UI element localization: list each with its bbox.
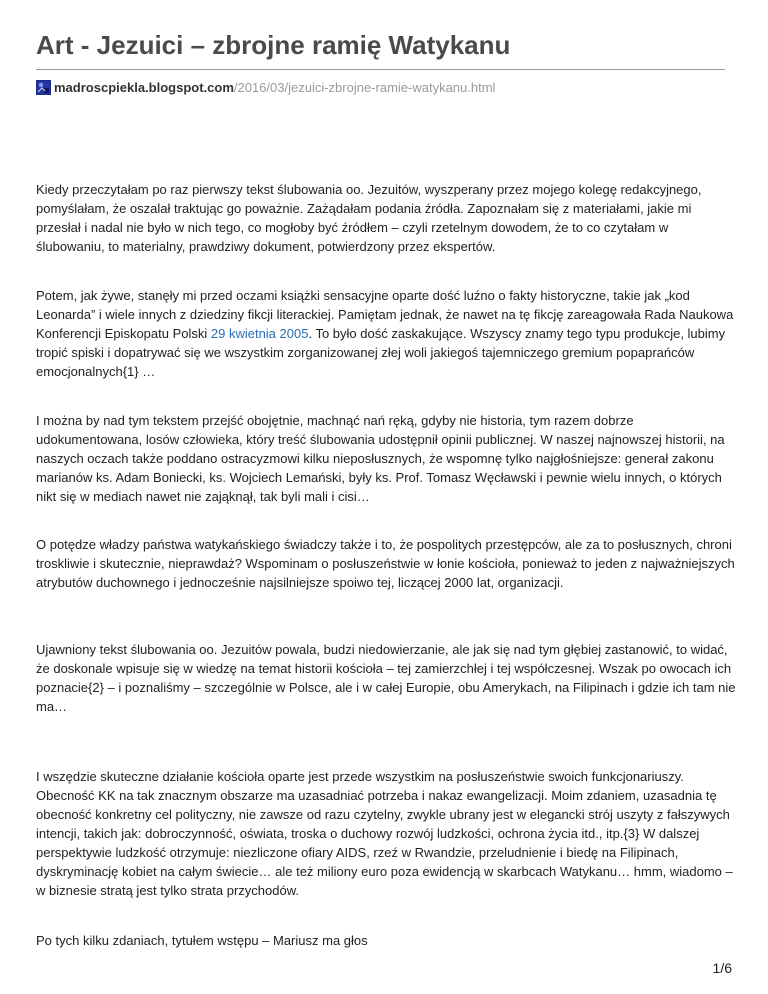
paragraph-3: I można by nad tym tekstem przejść obojętnie, machnąć nań ręką, gdyby nie historia, tym razem dobrze udokumentowana, losów człowieka, który treść ślubowania udostępnił opinii publicznej. W naszej najnowszej historii, na naszych oczach także poddano ostracyzmowi kilku nieposłusznych, że wspomnę tylko najgłośniejsze: generał zakonu marianów ks. Adam Boniecki, ks. Wojciech Lemański, były ks. Prof. Tomasz Węcławski i pewnie wielu innych, o których nikt się w mediach nawet nie zająknął, tak byli mali i cisi… xyxy=(36,413,725,504)
paragraph-5: Ujawniony tekst ślubowania oo. Jezuitów powala, budzi niedowierzanie, ale jak się nad tym głębiej zastanowić, to widać, że doskonale wpisuje się w wiedzę na temat historii kościoła – tej zamierzchłej i tej współczesnej. Wszak po owocach ich poznacie{2} – i poznaliśmy – szczególnie w Polsce, ale i w całej Europie, obu Amerykach, na Filipinach i gdzie ich tam nie ma… xyxy=(36,642,736,714)
paragraph-1: Kiedy przeczytałam po raz pierwszy tekst ślubowania oo. Jezuitów, wyszperany przez mojego kolegę redakcyjnego, pomyślałam, że oszalał traktując go poważnie. Zażądałam podania źródła. Zapoznałam się z materiałami, jakie mi przesłał i nadal nie było w nich tego, co mogłoby być źródłem – czyli rzetelnym dowodem, że to co czytałam w ślubowaniu, to materialny, prawdziwy dokument, potwierdzony przez ekspertów. xyxy=(36,182,702,254)
date-link[interactable]: 29 kwietnia 2005 xyxy=(210,326,309,341)
source-path: /2016/03/jezuici-zbrojne-ramie-watykanu.html xyxy=(233,79,496,95)
source-domain-link[interactable]: madroscpiekla.blogspot.com xyxy=(54,79,234,95)
blog-favicon-icon xyxy=(36,80,51,95)
paragraph-6: I wszędzie skuteczne działanie kościoła oparte jest przede wszystkim na posłuszeństwie swoich funkcjonariuszy. Obecność KK na tak znacznym obszarze ma uzasadniać potrzeba i nakaz ewangelizacji. Moim zdaniem, uzasadnia tę obecność konkretny cel polityczny, nie zawsze od razu czytelny, zwykle ubrany jest w elegancki strój uszyty z fałszywych intencji, takich jak: dobroczynność, oświata, troska o duchowy rozwój ludzkości, ochrona życia itd., itp.{3} W dalszej perspektywie ludzkość otrzymuje: niezliczone ofiary AIDS, rzeź w Rwandzie, przeludnienie i biedę na Filipinach, dyskryminację kobiet na całym świecie… ale też miliony euro poza ewidencją w skarbcach Watykanu… hmm, wiadomo – w biznesie stratą jest tylko strata przychodów. xyxy=(36,769,733,898)
paragraph-7: Po tych kilku zdaniach, tytułem wstępu – Mariusz ma głos xyxy=(36,933,368,948)
title-divider xyxy=(36,69,725,70)
paragraph-4: O potędze władzy państwa watykańskiego świadczy także i to, że pospolitych przestępców, ale za to posłusznych, chroni troskliwie i skutecznie, nieprawdaż? Wspominam o posłuszeństwie w łonie kościoła, ponieważ to jeden z najważniejszych atrybutów duchownego i jednocześnie najsilniejsze spoiwo tej, liczącej 2000 lat, organizacji. xyxy=(36,537,735,590)
paragraph-2 xyxy=(36,286,736,381)
page-number: 1/6 xyxy=(712,960,732,976)
paragraph-2-text-after: . To było dość zaskakujące. Wszyscy znamy tego typu produkcje, lubimy tropić spiski i dopatrywać się we wszystkim zorganizowanej złej woli jakiegoś tajemniczego gremium popaprańców emocjonalnych{1} … xyxy=(36,326,726,379)
paragraph-2-text-before: Potem, jak żywe, stanęły mi przed oczami książki sensacyjne oparte dość luźno o fakty historyczne, takie jak „kod Leonarda” i wiele innych z dziedziny fikcji literackiej. Pamiętam jednak, że nawet na tę fikcję zareagowała Rada Naukowa Konferencji Episkopatu Polski xyxy=(36,288,734,341)
document-title: Art - Jezuici – zbrojne ramię Watykanu xyxy=(36,30,511,60)
source-line xyxy=(36,78,495,96)
